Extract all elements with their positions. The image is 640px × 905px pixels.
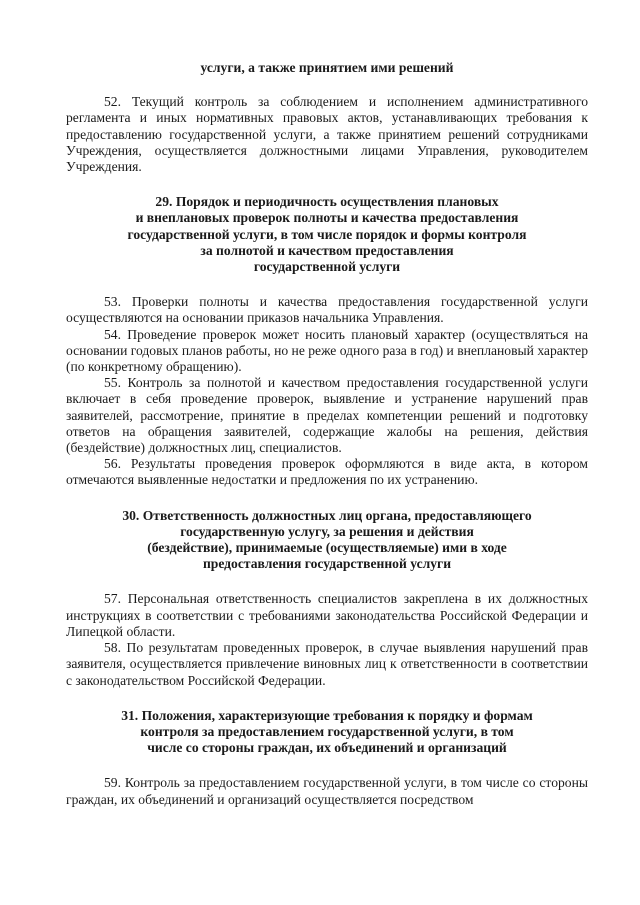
paragraph-57: 57. Персональная ответственность специалистов закреплена в их должностных инструкциях в соответствии с требованиями законодательства Российской Федерации и Липецкой области. [66,591,588,639]
section-29-heading-line: и внеплановых проверок полноты и качества предоставления [135,210,519,226]
section-30-heading-line: предоставления государственной услуги [202,556,452,572]
section-31-heading [66,708,588,757]
section-30-heading-line: государственную услугу, за решения и действия [180,523,474,539]
section-29-heading [66,194,588,275]
section-30-heading-line: 30. Ответственность должностных лиц органа, предоставляющего [122,507,532,523]
section-31-heading-line: контроля за предоставлением государственной услуги, в том [140,723,514,739]
paragraph-53: 53. Проверки полноты и качества предоставления государственной услуги осуществляются на основании приказов начальника Управления. [66,294,588,326]
paragraph-55: 55. Контроль за полнотой и качеством предоставления государственной услуги включает в себя проведение проверок, выявление и устранение нарушений прав заявителей, рассмотрение, принятие в пределах компетенции решений и подготовку ответов на обращения заявителей, содержащие жалобы на решения, действия (бездействие) должностных лиц, специалистов. [66,375,588,456]
section-heading-continued: услуги, а также принятием ими решений [200,60,454,75]
section-29-heading-line: государственной услуги [253,259,401,275]
section-30-heading [66,508,588,573]
paragraph-56: 56. Результаты проведения проверок оформляются в виде акта, в котором отмечаются выявленные недостатки и предложения по их устранению. [66,456,588,488]
paragraph-58: 58. По результатам проведенных проверок, в случае выявления нарушений прав заявителя, осуществляется привлечение виновных лиц к ответственности в соответствии с законодательством Российской Федерации. [66,640,588,688]
paragraph-54: 54. Проведение проверок может носить плановый характер (осуществляться на основании годовых планов работы, но не реже одного раза в год) и внеплановый характер (по конкретному обращению). [66,326,588,375]
paragraph-59: 59. Контроль за предоставлением государственной услуги, в том числе со стороны граждан, их объединений и организаций осуществляется посредством [66,775,588,807]
section-31-heading-line: числе со стороны граждан, их объединений и организаций [147,740,507,756]
paragraph-52: 52. Текущий контроль за соблюдением и исполнением административного регламента и иных нормативных правовых актов, устанавливающих требования к предоставлению государственной услуги, а также принятием решений сотрудниками Учреждения, осуществляется должностными лицами Управления, руководителем Учреждения. [66,94,588,175]
section-30-heading-line: (бездействие), принимаемые (осуществляемые) ими в ходе [147,540,507,556]
section-29-heading-line: 29. Порядок и периодичность осуществления плановых [155,194,499,210]
section-29-heading-line: за полнотой и качеством предоставления [200,242,454,258]
section-31-heading-line: 31. Положения, характеризующие требования к порядку и формам [121,707,533,723]
section-29-heading-line: государственной услуги, в том числе порядок и формы контроля [127,226,527,242]
